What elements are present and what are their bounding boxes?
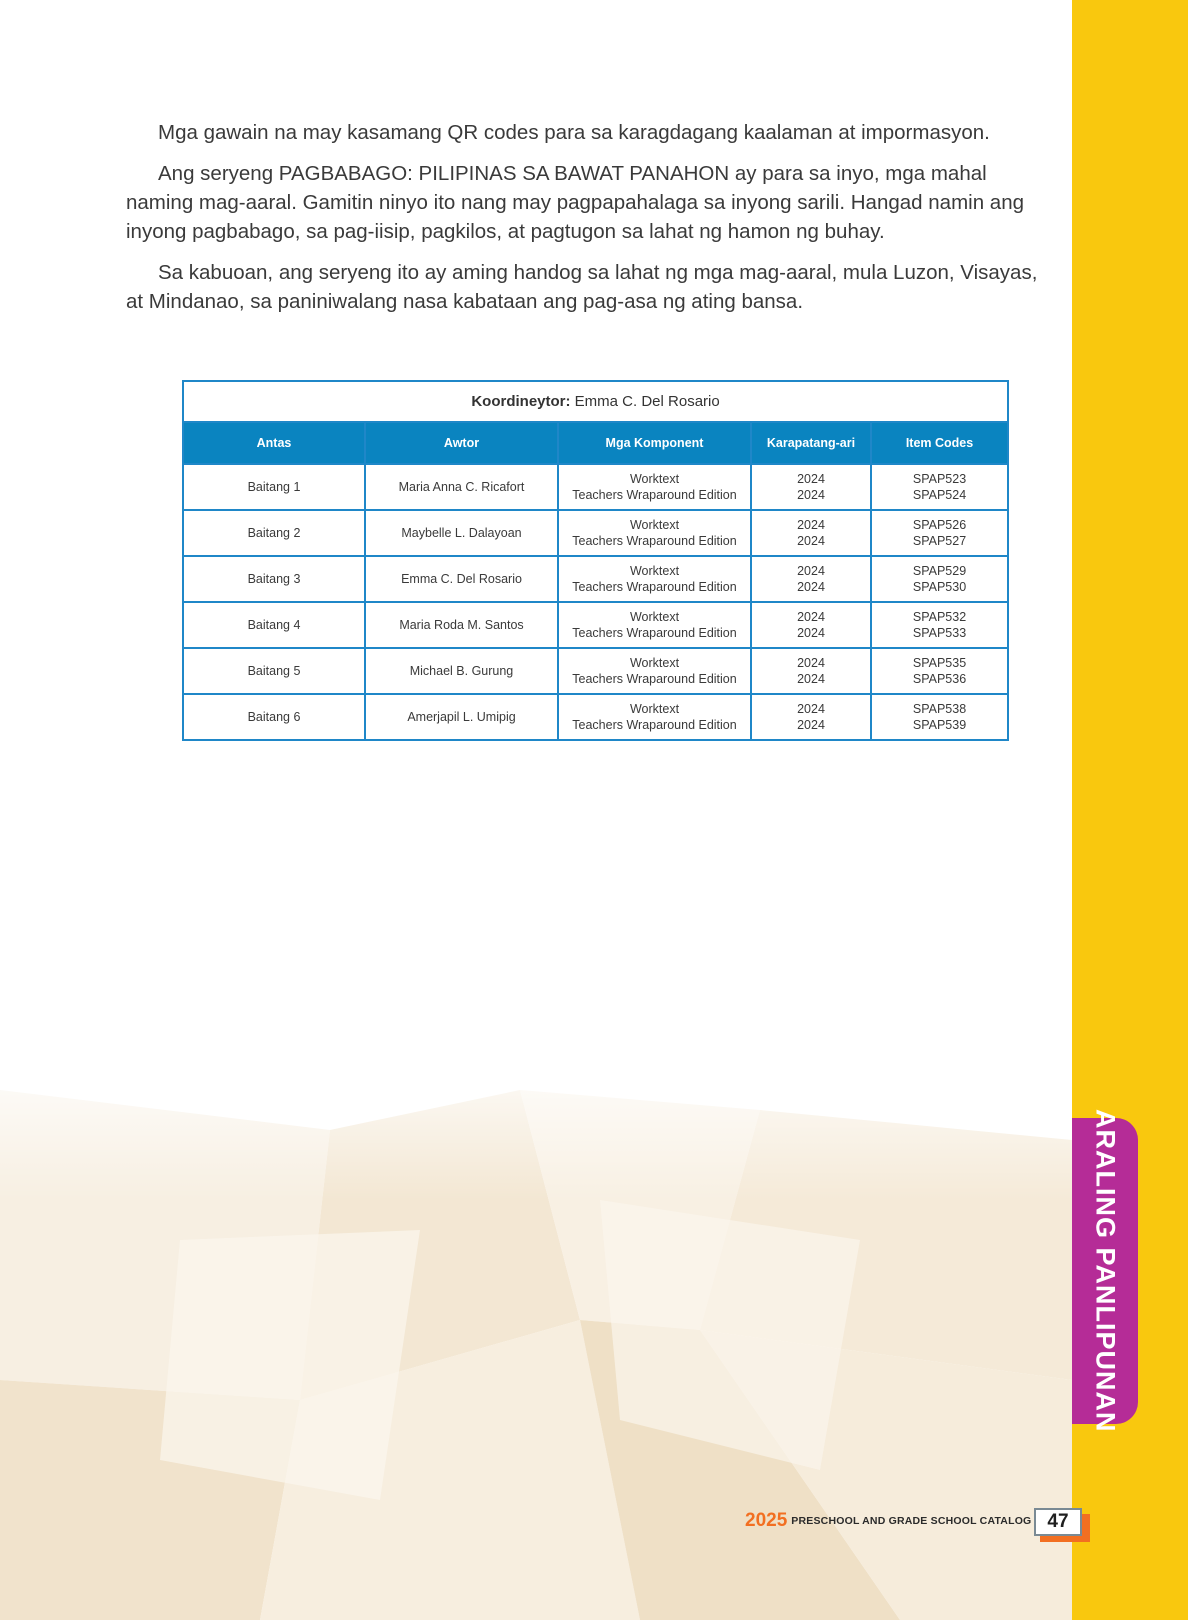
coordinator-label: Koordineytor: <box>471 393 571 410</box>
table-header-row <box>183 422 1008 464</box>
component-1: Worktext <box>629 518 680 532</box>
item-codes-cell <box>871 464 1008 510</box>
paragraph-1: Mga gawain na may kasamang QR codes para sa karagdagang kaalaman at impormasyon. <box>158 121 990 144</box>
code-2: SPAP530 <box>912 580 967 594</box>
components-cell <box>558 694 751 740</box>
author-cell: Amerjapil L. Umipig <box>365 694 558 740</box>
level-cell: Baitang 5 <box>183 648 365 694</box>
code-1: SPAP538 <box>912 702 967 716</box>
component-1: Worktext <box>629 656 680 670</box>
copyright-cell <box>751 648 871 694</box>
catalog-table-container <box>182 380 1007 741</box>
table-row <box>183 602 1008 648</box>
paragraph-3: Sa kabuoan, ang seryeng ito ay aming handog sa lahat ng mga mag-aaral, mula Luzon, Visayas, at Mindanao, sa paniniwalang nasa kabataan ang pag-asa ng ating bansa. <box>126 261 1038 313</box>
components-cell <box>558 464 751 510</box>
components-cell <box>558 648 751 694</box>
header-mga-komponent: Mga Komponent <box>558 422 751 464</box>
year-1: 2024 <box>797 656 825 670</box>
year-2: 2024 <box>797 488 825 502</box>
item-codes-cell <box>871 648 1008 694</box>
component-2: Teachers Wraparound Edition <box>572 488 737 502</box>
components-cell <box>558 556 751 602</box>
item-codes-cell <box>871 602 1008 648</box>
table-row <box>183 464 1008 510</box>
year-1: 2024 <box>797 610 825 624</box>
header-awtor: Awtor <box>365 422 558 464</box>
author-cell: Maria Anna C. Ricafort <box>365 464 558 510</box>
author-cell: Michael B. Gurung <box>365 648 558 694</box>
code-2: SPAP536 <box>912 672 967 686</box>
item-codes-cell <box>871 556 1008 602</box>
table-row <box>183 648 1008 694</box>
header-antas: Antas <box>183 422 365 464</box>
level-cell: Baitang 6 <box>183 694 365 740</box>
code-1: SPAP526 <box>912 518 967 532</box>
code-2: SPAP524 <box>912 488 967 502</box>
component-2: Teachers Wraparound Edition <box>572 580 737 594</box>
body-text <box>126 118 1038 328</box>
section-tab <box>1072 1109 1138 1433</box>
component-2: Teachers Wraparound Edition <box>572 626 737 640</box>
code-1: SPAP529 <box>912 564 967 578</box>
section-tab-label: ARALING PANLIPUNAN <box>1090 1109 1121 1433</box>
year-1: 2024 <box>797 702 825 716</box>
item-codes-cell <box>871 510 1008 556</box>
code-2: SPAP527 <box>912 534 967 548</box>
copyright-cell <box>751 694 871 740</box>
component-2: Teachers Wraparound Edition <box>572 534 737 548</box>
catalog-title: PRESCHOOL AND GRADE SCHOOL CATALOG <box>791 1515 1032 1527</box>
code-1: SPAP523 <box>912 472 967 486</box>
component-1: Worktext <box>629 610 680 624</box>
table-row <box>183 510 1008 556</box>
year-2: 2024 <box>797 534 825 548</box>
components-cell <box>558 510 751 556</box>
level-cell: Baitang 3 <box>183 556 365 602</box>
table-row <box>183 694 1008 740</box>
header-karapatang-ari: Karapatang-ari <box>751 422 871 464</box>
level-cell: Baitang 4 <box>183 602 365 648</box>
author-cell: Maybelle L. Dalayoan <box>365 510 558 556</box>
code-1: SPAP535 <box>912 656 967 670</box>
copyright-cell <box>751 556 871 602</box>
coordinator-name: Emma C. Del Rosario <box>570 393 720 410</box>
component-1: Worktext <box>629 702 680 716</box>
catalog-table <box>182 380 1009 741</box>
item-codes-cell <box>871 694 1008 740</box>
level-cell: Baitang 1 <box>183 464 365 510</box>
page-number: 47 <box>1034 1508 1082 1536</box>
code-2: SPAP539 <box>912 718 967 732</box>
components-cell <box>558 602 751 648</box>
copyright-cell <box>751 464 871 510</box>
component-2: Teachers Wraparound Edition <box>572 672 737 686</box>
component-2: Teachers Wraparound Edition <box>572 718 737 732</box>
copyright-cell <box>751 510 871 556</box>
author-cell: Maria Roda M. Santos <box>365 602 558 648</box>
component-1: Worktext <box>629 472 680 486</box>
page-number-box <box>1034 1508 1090 1542</box>
author-cell: Emma C. Del Rosario <box>365 556 558 602</box>
code-1: SPAP532 <box>912 610 967 624</box>
year-2: 2024 <box>797 718 825 732</box>
component-1: Worktext <box>629 564 680 578</box>
year-1: 2024 <box>797 472 825 486</box>
year-1: 2024 <box>797 518 825 532</box>
coordinator-cell <box>183 381 1008 422</box>
year-1: 2024 <box>797 564 825 578</box>
copyright-cell <box>751 602 871 648</box>
table-row <box>183 556 1008 602</box>
coordinator-row <box>183 381 1008 422</box>
code-2: SPAP533 <box>912 626 967 640</box>
year-2: 2024 <box>797 580 825 594</box>
year-2: 2024 <box>797 672 825 686</box>
header-item-codes: Item Codes <box>871 422 1008 464</box>
footer <box>745 1510 1031 1532</box>
year-2: 2024 <box>797 626 825 640</box>
level-cell: Baitang 2 <box>183 510 365 556</box>
catalog-year: 2025 <box>745 1510 788 1531</box>
paragraph-2: Ang seryeng PAGBABAGO: PILIPINAS SA BAWAT PANAHON ay para sa inyo, mga mahal naming mag-aaral. Gamitin ninyo ito nang may pagpapahalaga sa inyong sarili. Hangad namin ang inyong pagbabago, sa pag-iisip, pagkilos, at pagtugon sa lahat ng hamon ng buhay. <box>126 162 1024 243</box>
